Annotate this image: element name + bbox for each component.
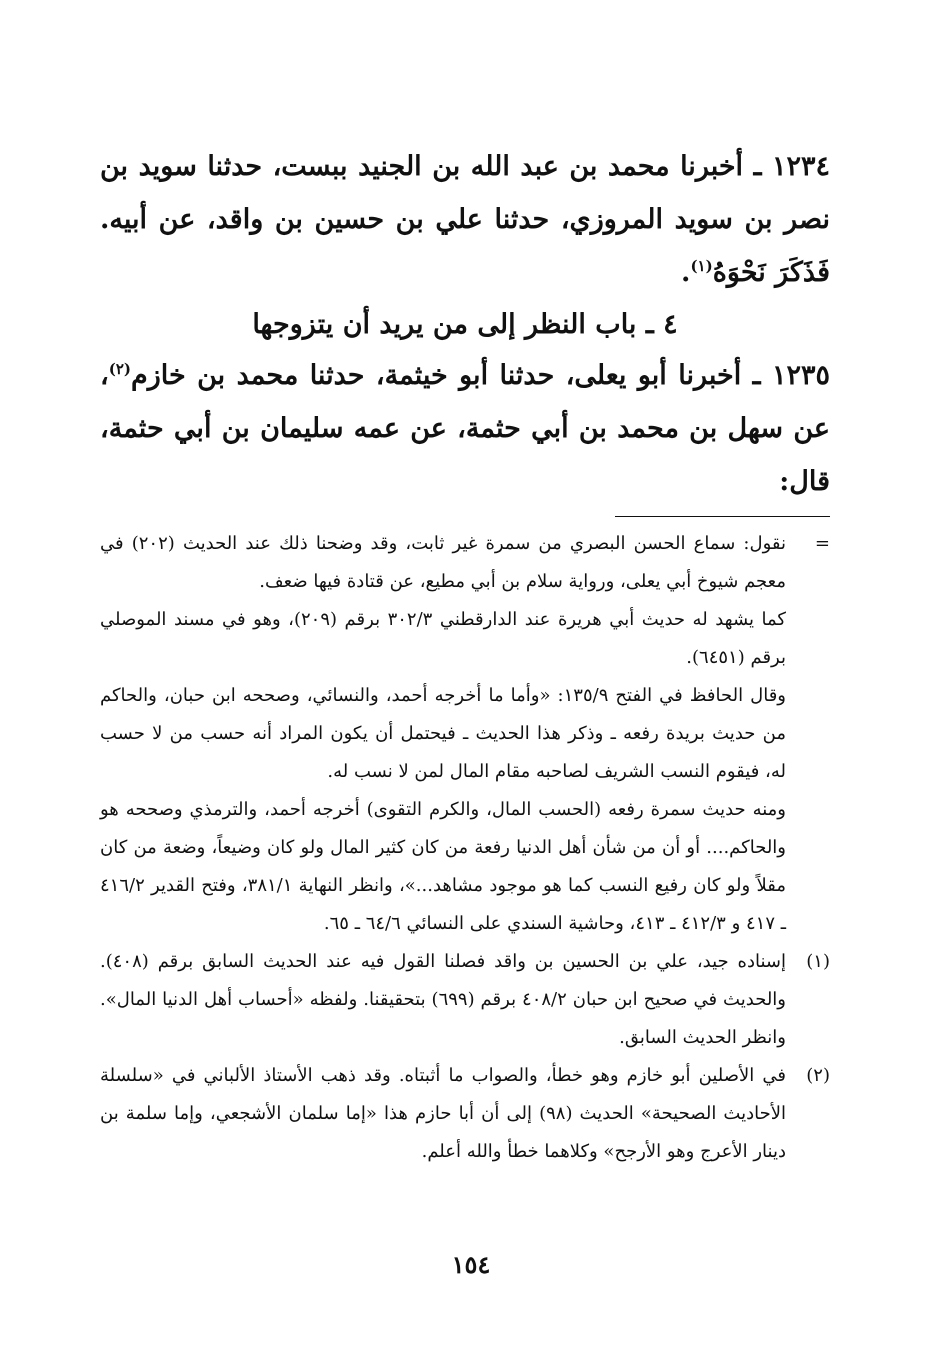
footnote-2-number: (٢): [806, 1065, 830, 1086]
hadith-1234-text: ١٢٣٤ ـ أخبرنا محمد بن عبد الله بن الجنيد ببست، حدثنا سويد بن نصر بن سويد المروزي، حدثنا علي بن حسين بن واقد، عن أبيه. فَذَكَرَ نَحْوَهُ: [100, 151, 830, 288]
continuation-para-2: كما يشهد له حديث أبي هريرة عند الدارقطني ٣٠٢/٣ برقم (٢٠٩)، وهو في مسند الموصلي برقم (٦٤٥١).: [100, 609, 786, 668]
book-page: [100, 140, 830, 1320]
page-number: ١٥٤: [451, 1250, 491, 1279]
hadith-1235-text-after: ، عن سهل بن محمد بن أبي حثمة، عن عمه سليمان بن أبي حثمة، قال:: [100, 360, 830, 497]
footnote-separator: [615, 516, 830, 517]
continuation-mark: =: [814, 533, 830, 554]
footnotes: [100, 525, 830, 1171]
footnote-ref-2[interactable]: (٢): [108, 360, 131, 378]
footnote-1-number: (١): [806, 951, 830, 972]
footnote-2: [100, 1057, 830, 1171]
footnote-ref-1[interactable]: (١): [690, 257, 713, 275]
hadith-1234: [100, 140, 830, 299]
continuation-para-1: نقول: سماع الحسن البصري من سمرة غير ثابت، وقد وضحنا ذلك عند الحديث (٢٠٢) في معجم شيوخ أبي يعلى، ورواية سلام بن أبي مطيع، عن قتادة فيها ضعف.: [100, 533, 786, 592]
footnote-1: [100, 943, 830, 1057]
footnote-continuation: [100, 525, 830, 943]
footnote-2-text: في الأصلين أبو خازم وهو خطأ، والصواب ما أثبتاه. وقد ذهب الأستاذ الألباني في «سلسلة الأحاديث الصحيحة» الحديث (٩٨) إلى أن أبا حازم هذا «إما سلمان الأشجعي، وإما سلمة بن دينار الأعرج وهو الأرجح» وكلاهما خطأ والله أعلم.: [100, 1065, 786, 1162]
main-text: [100, 140, 830, 508]
footnote-1-text: إسناده جيد، علي بن الحسين بن واقد فصلنا القول فيه عند الحديث السابق برقم (٤٠٨). والحديث في صحيح ابن حبان ٤٠٨/٢ برقم (٦٩٩) بتحقيقنا. ولفظه «أحساب أهل الدنيا المال». وانظر الحديث السابق.: [100, 951, 786, 1048]
hadith-1235: [100, 349, 830, 508]
continuation-body: [100, 525, 786, 943]
hadith-1235-text-before: ١٢٣٥ ـ أخبرنا أبو يعلى، حدثنا أبو خيثمة، حدثنا محمد بن خازم: [131, 360, 830, 391]
hadith-1234-end: .: [681, 257, 691, 288]
continuation-para-4: ومنه حديث سمرة رفعه (الحسب المال، والكرم التقوى) أخرجه أحمد، والترمذي وصححه هو والحاكم.... أو أن من شأن أهل الدنيا رفعة من كان كثير المال ولو كان وضيعاً، وضعة من كان مقلاً ولو كان رفيع النسب كما هو موجود مشاهد...»، وانظر النهاية ٣٨١/١، وفتح القدير ٤١٦/٢ ـ ٤١٧ و ٤١٢/٣ ـ ٤١٣، وحاشية السندي على النسائي ٦٤/٦ ـ ٦٥.: [100, 799, 786, 934]
continuation-para-3: وقال الحافظ في الفتح ١٣٥/٩: «وأما ما أخرجه أحمد، والنسائي، وصححه ابن حبان، والحاكم من حديث بريدة رفعه ـ وذكر هذا الحديث ـ فيحتمل أن يكون المراد أنه حسب من لا حسب له، فيقوم النسب الشريف لصاحبه مقام المال لمن لا نسب له.: [100, 685, 786, 782]
chapter-heading: ٤ ـ باب النظر إلى من يريد أن يتزوجها: [252, 309, 678, 340]
